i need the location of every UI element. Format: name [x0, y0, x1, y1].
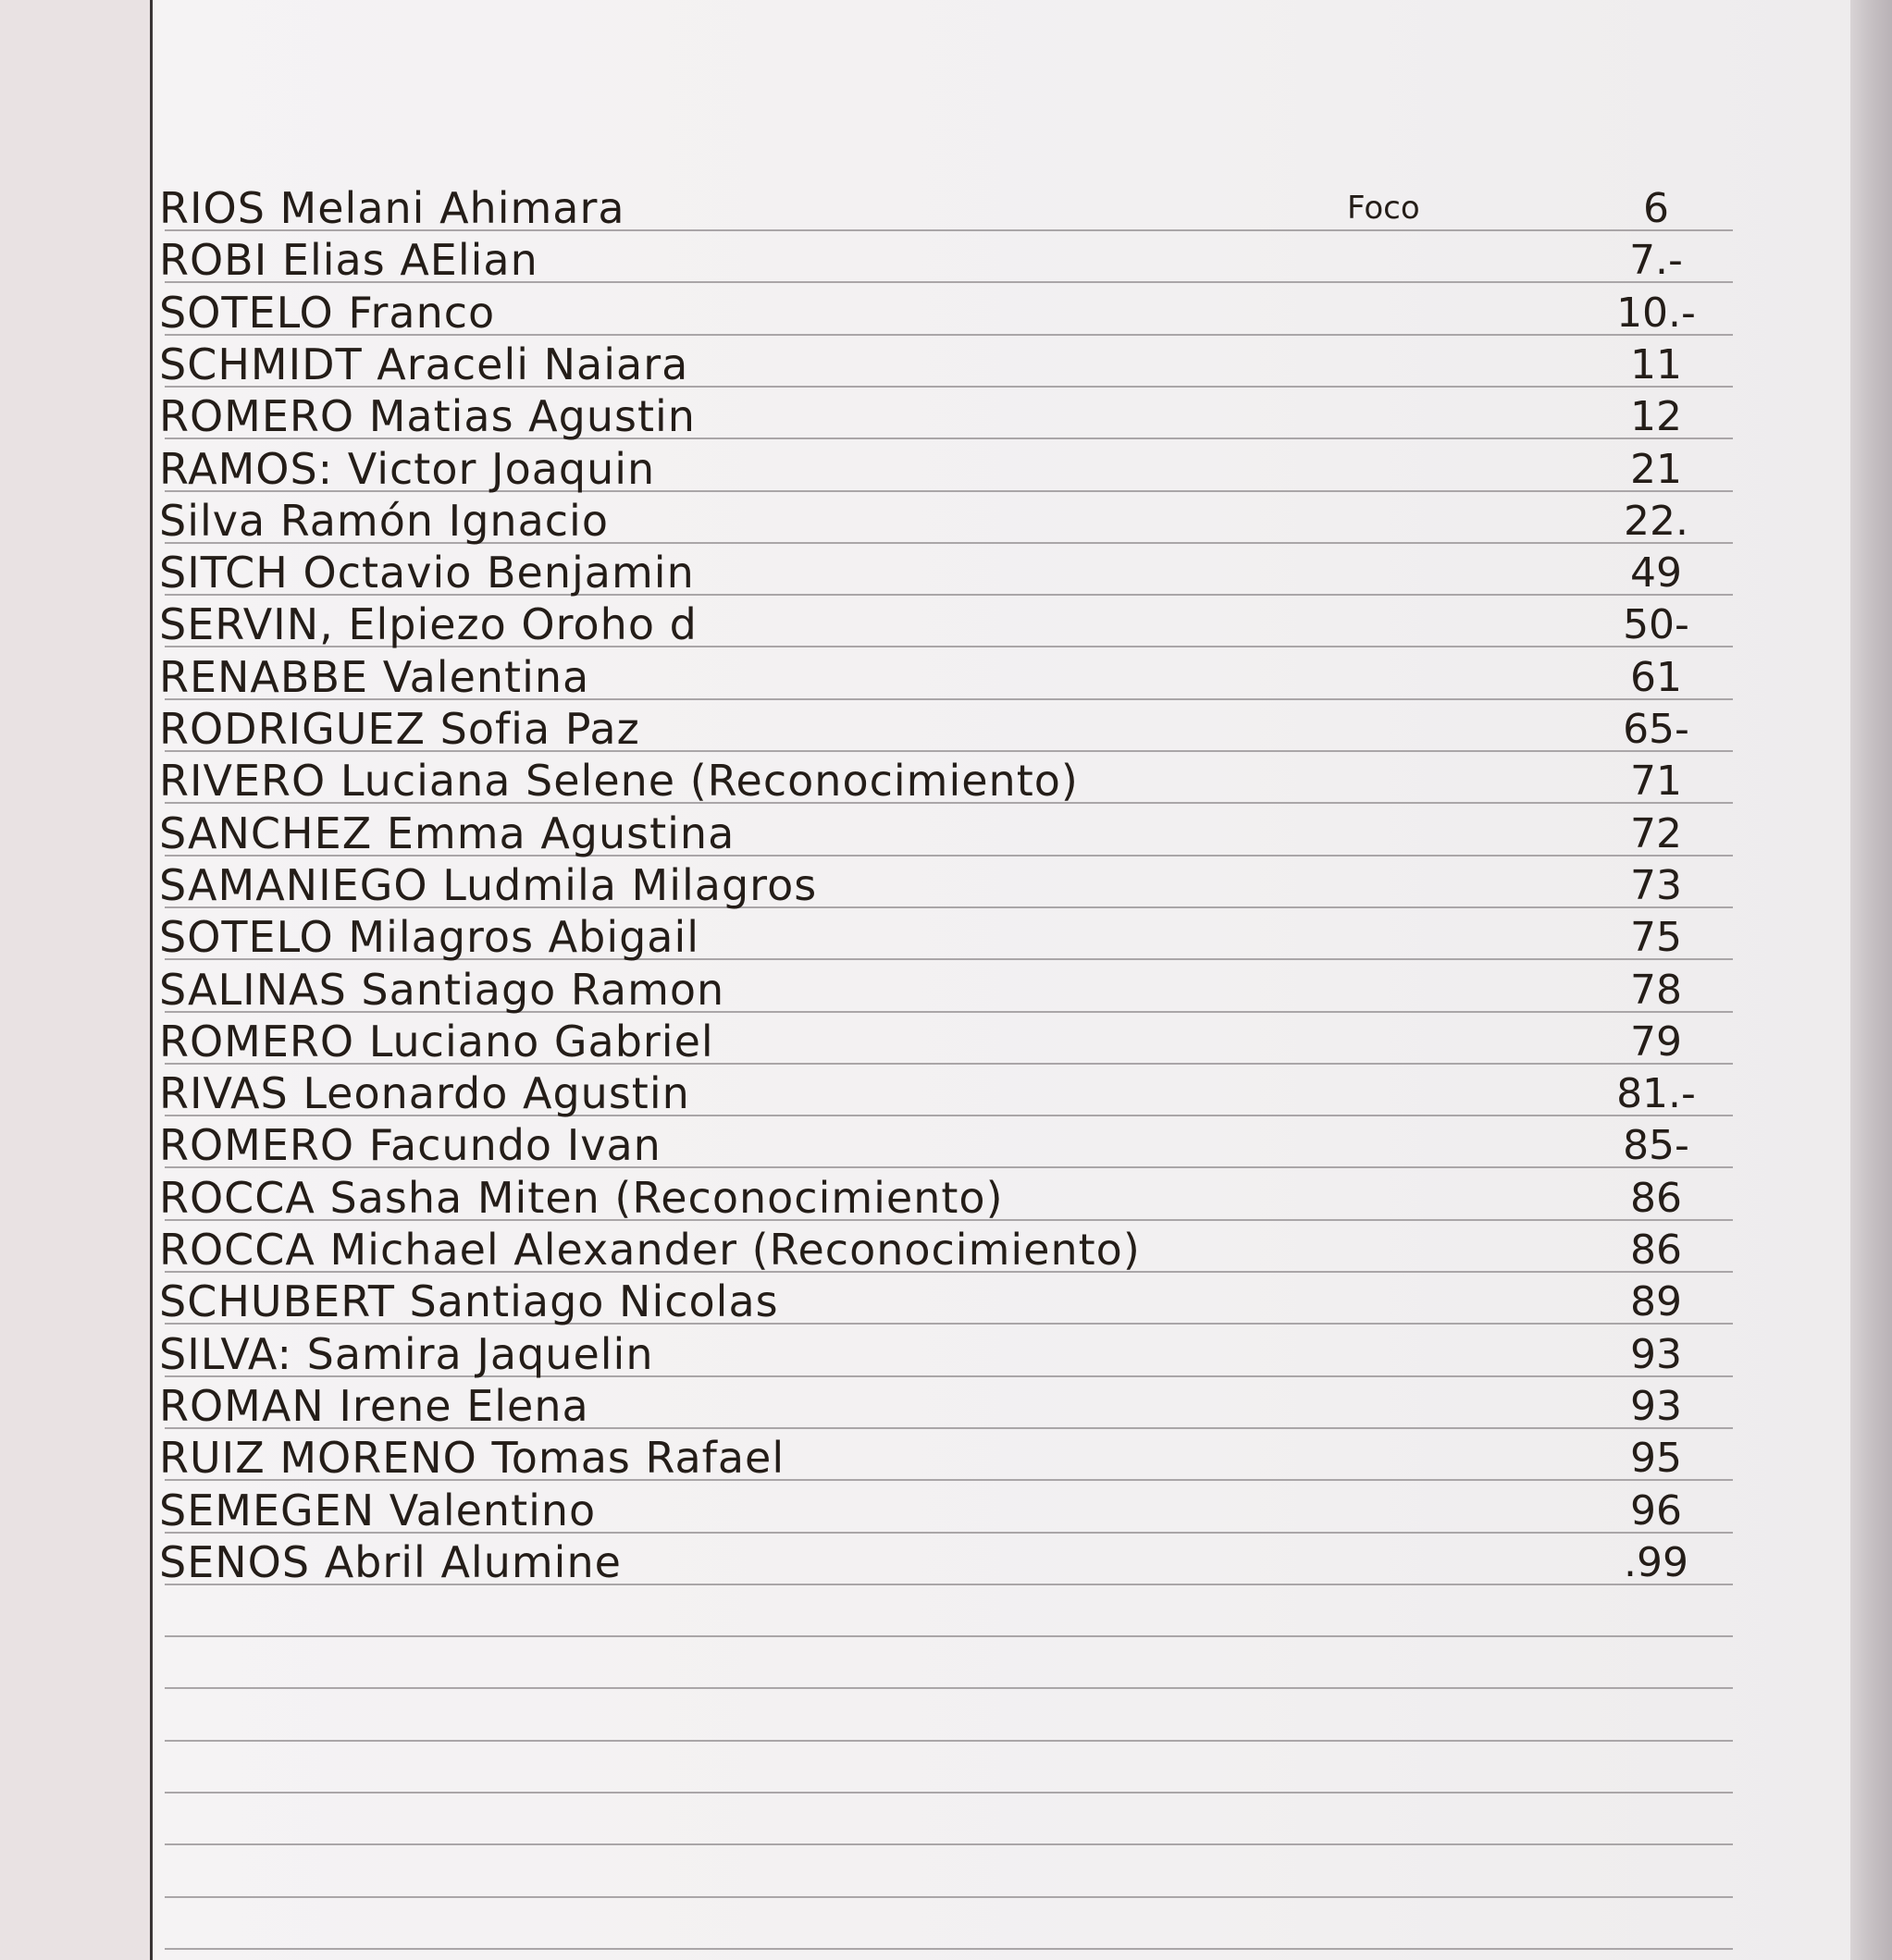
student-name: RIVAS Leonardo Agustin [159, 1068, 690, 1118]
student-number: 49 [1630, 549, 1682, 597]
student-number: 11 [1630, 341, 1682, 388]
student-name: RENABBE Valentina [159, 652, 590, 702]
ruled-line [165, 1687, 1733, 1689]
student-number: 81.- [1616, 1070, 1696, 1117]
student-number: 85- [1623, 1122, 1689, 1169]
student-number: 86 [1630, 1227, 1682, 1274]
student-number: 21 [1630, 446, 1682, 493]
student-number: 79 [1630, 1018, 1682, 1066]
student-number: 6 [1643, 185, 1669, 232]
student-number: 89 [1630, 1278, 1682, 1325]
page-edge [1850, 0, 1892, 1960]
student-name: ROMERO Luciano Gabriel [159, 1017, 714, 1066]
row-note: Foco [1347, 190, 1420, 227]
student-name: SANCHEZ Emma Agustina [159, 808, 736, 858]
student-name: SAMANIEGO Ludmila Milagros [159, 860, 818, 910]
ruled-line [165, 1740, 1733, 1742]
ruled-line [165, 1948, 1733, 1950]
student-number: 75 [1630, 914, 1682, 961]
student-number: 73 [1630, 862, 1682, 909]
student-name: SERVIN, Elpiezo Oroho d [159, 599, 698, 649]
ruled-line [165, 1896, 1733, 1898]
ruled-line [165, 1843, 1733, 1845]
student-number: 95 [1630, 1435, 1682, 1482]
student-name: RUIZ MORENO Tomas Rafael [159, 1433, 785, 1483]
student-number: 7.- [1629, 237, 1683, 284]
student-name: SENOS Abril Alumine [159, 1537, 622, 1587]
student-number: 71 [1630, 758, 1682, 805]
student-name: SOTELO Milagros Abigail [159, 912, 700, 962]
student-name: ROCCA Michael Alexander (Reconocimiento) [159, 1225, 1141, 1275]
student-name: RIVERO Luciana Selene (Reconocimiento) [159, 756, 1079, 806]
student-name: SITCH Octavio Benjamin [159, 548, 695, 598]
student-name: RIOS Melani Ahimara [159, 183, 625, 233]
student-name: SCHUBERT Santiago Nicolas [159, 1276, 779, 1326]
student-name: Silva Ramón Ignacio [159, 496, 609, 546]
student-number: 96 [1630, 1487, 1682, 1535]
student-name: ROBI Elias AElian [159, 235, 538, 285]
student-name: ROMAN Irene Elena [159, 1381, 589, 1431]
student-number: 86 [1630, 1175, 1682, 1222]
student-number: 10.- [1616, 290, 1696, 337]
student-number: 72 [1630, 810, 1682, 857]
student-number: 65- [1623, 706, 1689, 753]
student-name: SILVA: Samira Jaquelin [159, 1329, 654, 1379]
student-name: ROMERO Matias Agustin [159, 391, 696, 441]
student-name: ROMERO Facundo Ivan [159, 1120, 662, 1170]
student-name: RAMOS: Victor Joaquin [159, 444, 656, 494]
ruled-line [165, 1792, 1733, 1794]
student-number: 12 [1630, 393, 1682, 440]
student-number: 93 [1630, 1331, 1682, 1378]
student-name: SCHMIDT Araceli Naiara [159, 339, 689, 389]
student-name: SOTELO Franco [159, 288, 496, 338]
student-number: 61 [1630, 654, 1682, 701]
student-number: 93 [1630, 1383, 1682, 1430]
student-name: SALINAS Santiago Ramon [159, 965, 725, 1015]
student-number: 50- [1623, 601, 1689, 648]
student-name: RODRIGUEZ Sofia Paz [159, 704, 640, 754]
student-name: SEMEGEN Valentino [159, 1485, 597, 1535]
ruled-line [165, 1635, 1733, 1637]
student-number: .99 [1624, 1539, 1688, 1586]
student-number: 22. [1624, 498, 1688, 545]
student-name: ROCCA Sasha Miten (Reconocimiento) [159, 1173, 1004, 1223]
student-number: 78 [1630, 967, 1682, 1014]
